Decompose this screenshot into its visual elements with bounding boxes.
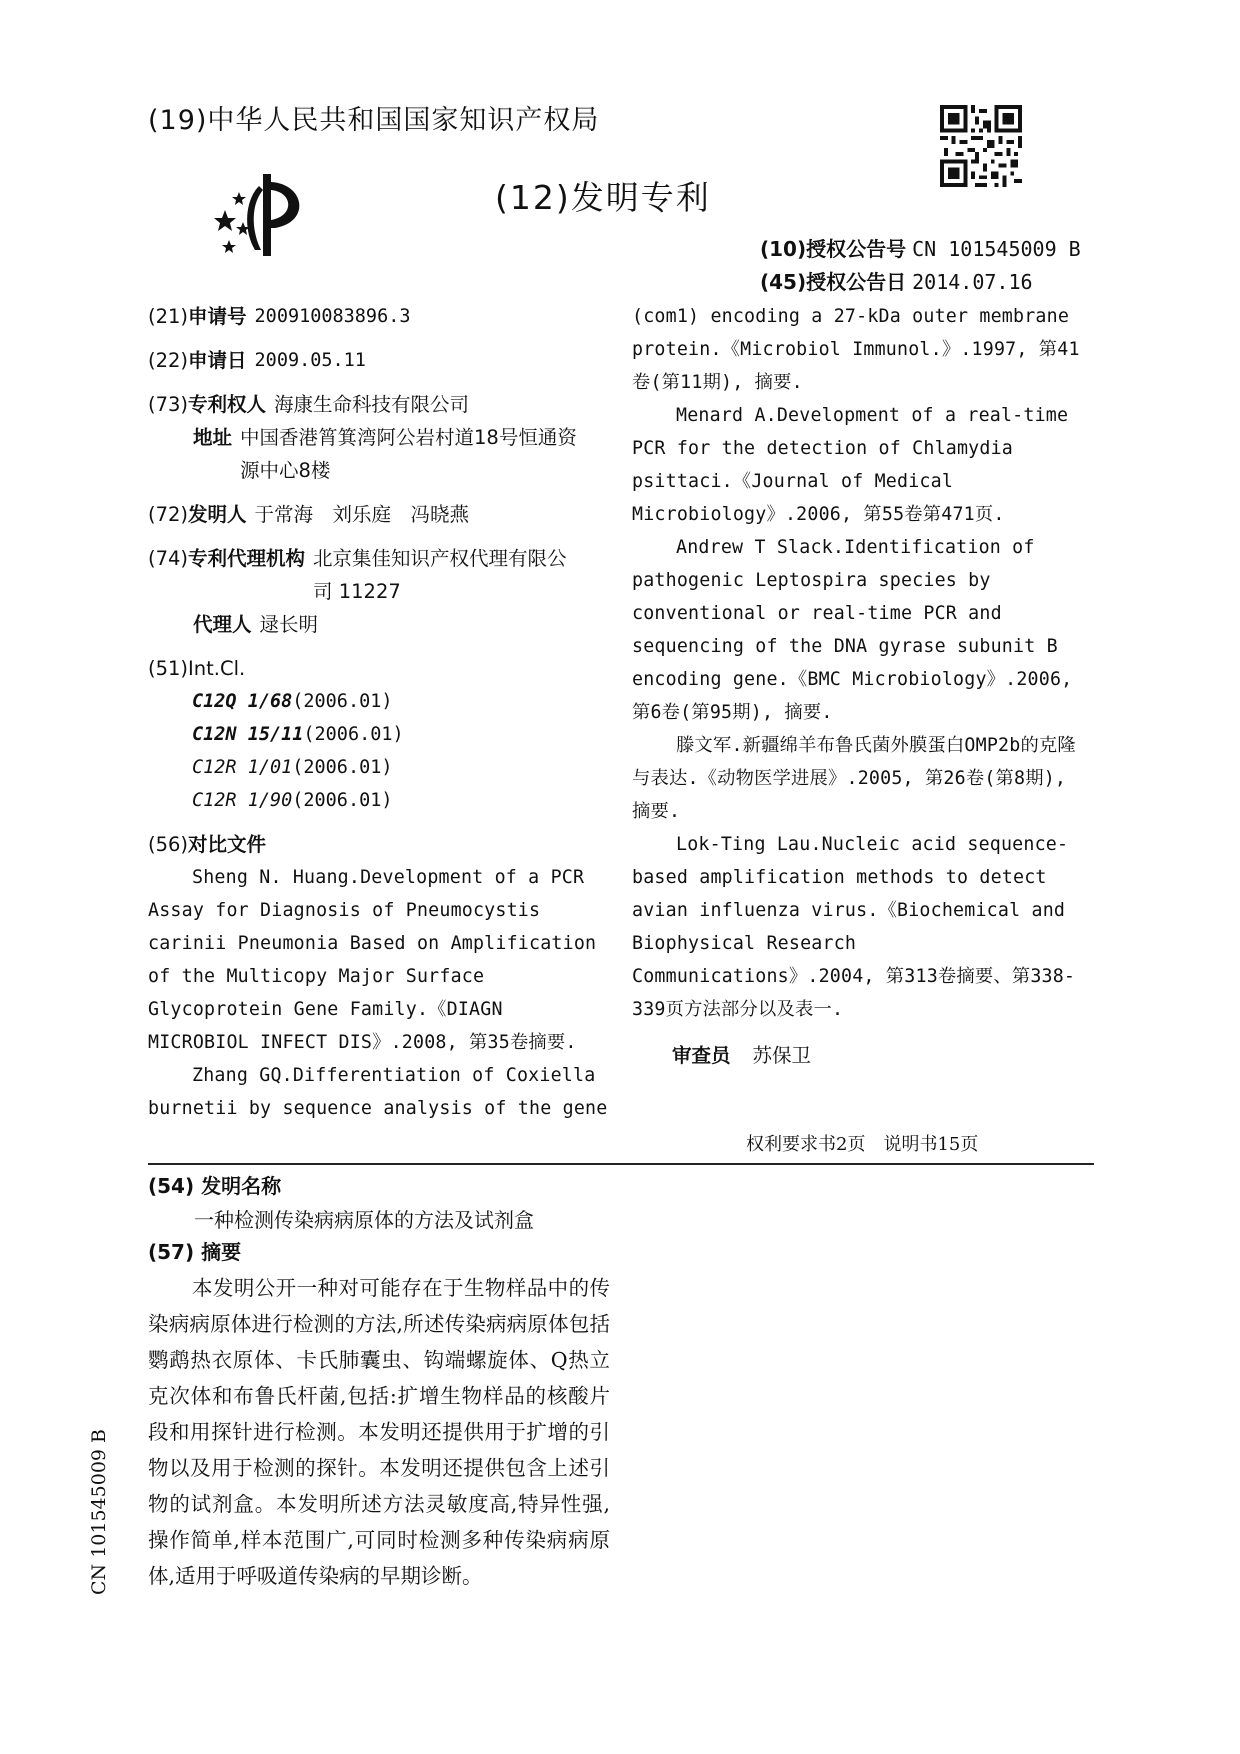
examiner-row — [632, 1040, 1094, 1068]
document-type: (12)发明专利 — [495, 178, 711, 217]
intcl-heading — [148, 652, 613, 685]
publication-date-row — [760, 266, 1033, 295]
agency-label: 专利代理机构 — [188, 547, 306, 570]
agent-row — [148, 608, 613, 641]
address-label: 地址 — [193, 426, 233, 449]
address-row — [148, 421, 613, 487]
inventors-label: 发明人 — [188, 503, 247, 526]
field-code: (73) — [148, 393, 189, 416]
publication-date-label: (45)授权公告日 — [760, 270, 907, 294]
intcl-label: (51)Int.Cl. — [148, 657, 246, 680]
side-publication-number: CN 101545009 B — [88, 1429, 110, 1595]
abstract-heading: (57) 摘要 — [148, 1240, 242, 1264]
class-version: (2006.01) — [292, 757, 393, 778]
reference-entry: Sheng N. Huang.Development of a PCR Assay for Diagnosis of Pneumocystis carinii Pneumonia Based on Amplification of the Multicopy Major Surface Glycoprotein Gene Family.《DIAGN MICROBIOL INFECT DIS》.2008, 第35卷摘要. — [148, 867, 597, 1053]
publication-number-label: (10)授权公告号 — [760, 237, 907, 261]
classification-item — [192, 784, 613, 817]
examiner: 苏保卫 — [752, 1044, 812, 1067]
field-code: (21) — [148, 305, 189, 328]
classification-item — [192, 751, 613, 784]
inventors: 于常海 刘乐庭 冯晓燕 — [254, 503, 470, 526]
publication-date: 2014.07.16 — [912, 270, 1033, 294]
field-code: (74) — [148, 547, 189, 570]
references-label: 对比文件 — [188, 833, 267, 856]
abstract-text: 本发明公开一种对可能存在于生物样品中的传染病病原体进行检测的方法,所述传染病病原体包括鹦鹉热衣原体、卡氏肺囊虫、钩端螺旋体、Q热立克次体和布鲁氏杆菌,包括:扩增生物样品的核酸片段和用探针进行检测。本发明还提供用于扩增的引物以及用于检测的探针。本发明还提供包含上述引物的试剂盒。本发明所述方法灵敏度高,特异性强,操作简单,样本范围广,可同时检测多种传染病病原体,适用于呼吸道传染病的早期诊断。 — [148, 1276, 610, 1588]
title-heading: (54) 发明名称 — [148, 1174, 282, 1198]
inventors-row — [148, 498, 613, 531]
references-column — [632, 300, 1094, 1068]
patentee-row — [148, 388, 613, 421]
agent-label: 代理人 — [193, 613, 252, 636]
cnipa-logo-icon — [205, 170, 315, 260]
qr-code-icon — [940, 105, 1022, 187]
divider — [148, 1163, 1094, 1165]
invention-title: 一种检测传染病病原体的方法及试剂盒 — [194, 1208, 534, 1232]
office-name: (19)中华人民共和国国家知识产权局 — [148, 105, 600, 136]
field-code: (22) — [148, 349, 189, 372]
examiner-label: 审查员 — [672, 1044, 731, 1067]
field-code: (56) — [148, 833, 189, 856]
page-counts: 权利要求书2页 说明书15页 — [746, 1134, 979, 1155]
agency: 北京集佳知识产权代理有限公司 11227 — [313, 547, 567, 603]
patentee: 海康生命科技有限公司 — [274, 393, 470, 416]
class-version: (2006.01) — [292, 790, 393, 811]
classification-item — [192, 685, 613, 718]
publication-number: CN 101545009 B — [912, 237, 1081, 261]
address: 中国香港筲箕湾阿公岩村道18号恒通资源中心8楼 — [240, 426, 577, 482]
class-code: C12N 15/11 — [192, 724, 304, 745]
reference-entry: (com1) encoding a 27-kDa outer membrane protein.《Microbiol Immunol.》.1997, 第41卷(第11期), 摘要. — [632, 306, 1080, 393]
application-number: 200910083896.3 — [254, 306, 411, 327]
application-date-row — [148, 344, 613, 377]
references-heading — [148, 828, 613, 861]
application-date: 2009.05.11 — [254, 350, 366, 371]
agency-row — [148, 542, 613, 608]
classification-item — [192, 718, 613, 751]
application-number-row — [148, 300, 613, 333]
reference-entry: 滕文军.新疆绵羊布鲁氏菌外膜蛋白OMP2b的克隆与表达.《动物医学进展》.2005, 第26卷(第8期), 摘要. — [632, 735, 1076, 822]
class-version: (2006.01) — [303, 724, 404, 745]
reference-entry: Menard A.Development of a real-time PCR for the detection of Chlamydia psittaci.《Journal of Medical Microbiology》.2006, 第55卷第471页. — [632, 405, 1069, 525]
class-code: C12R 1/01 — [192, 757, 293, 778]
class-code: C12Q 1/68 — [192, 691, 293, 712]
classification-list — [148, 685, 613, 817]
patentee-label: 专利权人 — [188, 393, 267, 416]
publication-number-row — [760, 233, 1081, 262]
reference-entry: Zhang GQ.Differentiation of Coxiella burnetii by sequence analysis of the gene — [148, 1065, 608, 1119]
application-number-label: 申请号 — [188, 305, 247, 328]
reference-entry: Andrew T Slack.Identification of pathogenic Leptospira species by conventional or real-time PCR and sequencing of the DNA gyrase subunit B encoding gene.《BMC Microbiology》.2006, 第6卷(第95期), 摘要. — [632, 537, 1073, 723]
agent: 逯长明 — [259, 613, 319, 636]
bibliographic-column — [148, 300, 613, 1125]
application-date-label: 申请日 — [188, 349, 247, 372]
class-code: C12R 1/90 — [192, 790, 293, 811]
field-code: (72) — [148, 503, 189, 526]
reference-entry: Lok-Ting Lau.Nucleic acid sequence-based amplification methods to detect avian influenza virus.《Biochemical and Biophysical Research Communications》.2004, 第313卷摘要、第338-339页方法部分以及表一. — [632, 834, 1076, 1020]
class-version: (2006.01) — [292, 691, 393, 712]
